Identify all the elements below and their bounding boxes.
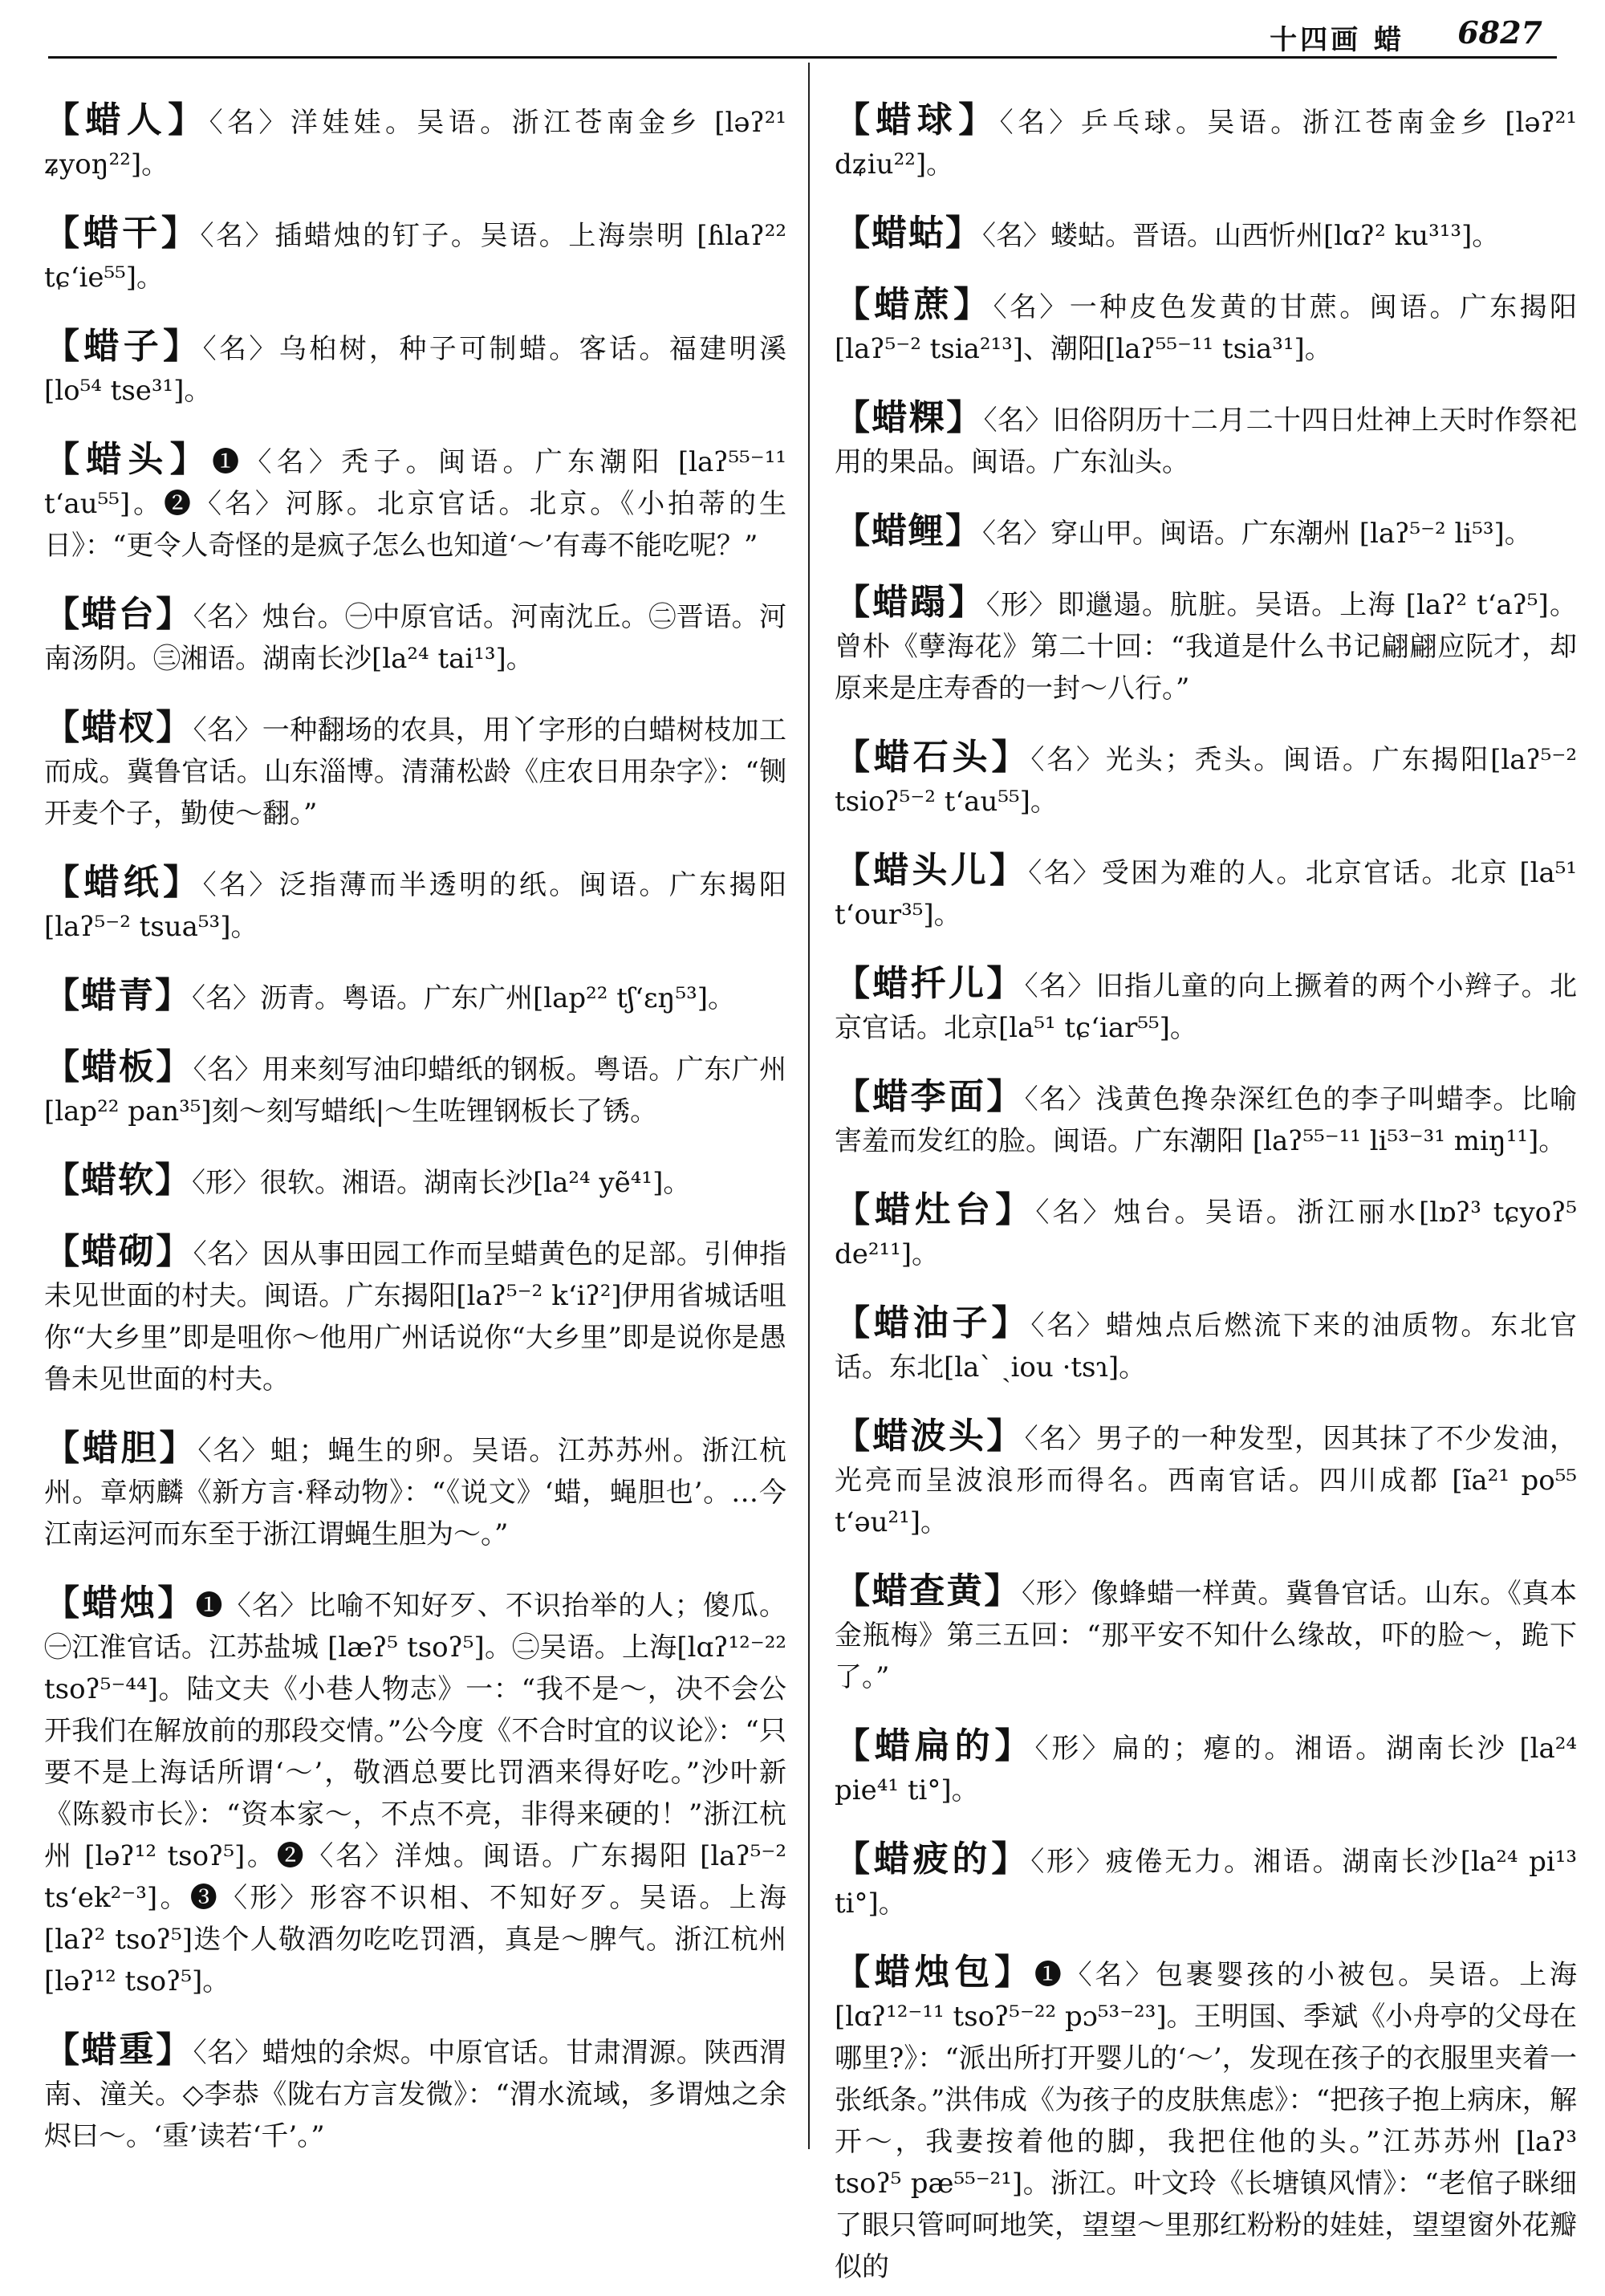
entry-headword: 【蜡头】	[44, 439, 213, 480]
entry-definition: 〈名〉泛指薄而半透明的纸。闽语。广东揭阳 [laʔ⁵⁻² tsua⁵³]。	[44, 869, 787, 943]
dictionary-entry	[44, 1231, 786, 1400]
dictionary-entry	[44, 594, 786, 680]
dictionary-entry	[835, 963, 1577, 1049]
entry-definition: 〈形〉即邋遢。肮脏。吴语。上海 [laʔ² tʻaʔ⁵]。曾朴《孽海花》第二十回：“我道是什么书记翩翩应阮才，却原来是庄寿香的一封～八行。”	[835, 589, 1578, 705]
section-title: 十四画 蜡	[1270, 24, 1404, 56]
entry-definition: 〈名〉乒乓球。吴语。浙江苍南金乡 [ləʔ²¹ dʑiu²²]。	[835, 107, 1577, 181]
entry-definition: 〈名〉用来刻写油印蜡纸的钢板。粤语。广东广州[lap²² pan³⁵]刻～刻写蜡纸|～生咗锂钢板长了锈。	[44, 1054, 787, 1128]
entry-definition: 〈形〉像蜂蜡一样黄。冀鲁官话。山东。《真本金瓶梅》第三五回：“那平安不知什么缘故，吓的脸～，跪下了。”	[835, 1578, 1577, 1693]
dictionary-entry	[835, 100, 1577, 185]
entry-headword: 【蜡砌】	[44, 1231, 193, 1272]
entry-headword: 【蜡烛】	[44, 1583, 196, 1623]
entry-headword: 【蜡干】	[44, 213, 201, 254]
dictionary-entry	[44, 1046, 786, 1132]
dictionary-entry	[835, 1416, 1577, 1543]
entry-headword: 【蜡杈】	[44, 707, 193, 748]
dictionary-entry	[835, 1189, 1577, 1275]
entry-headword: 【蜡油子】	[835, 1302, 1031, 1343]
entry-definition: 〈名〉沥青。粤语。广东广州[lap²² tʃʻɛŋ⁵³]。	[192, 982, 735, 1014]
page-header	[0, 0, 1605, 55]
entry-headword: 【蜡灶台】	[835, 1189, 1036, 1230]
entry-headword: 【蜡板】	[44, 1046, 193, 1087]
entry-definition: 〈名〉穿山甲。闽语。广东潮州 [laʔ⁵⁻² li⁵³]。	[982, 518, 1532, 550]
entry-definition: 〈名〉浅黄色搀杂深红色的李子叫蜡李。比喻害羞而发红的脸。闽语。广东潮阳 [laʔ⁵⁵⁻¹¹ li⁵³⁻³¹ miŋ¹¹]。	[835, 1083, 1578, 1157]
dictionary-entry	[835, 1076, 1577, 1162]
column-divider	[808, 63, 810, 2149]
dictionary-entry	[44, 439, 786, 567]
entry-headword: 【蜡子】	[44, 326, 203, 367]
entry-definition: 〈名〉男子的一种发型，因其抹了不少发油，光亮而呈波浪形而得名。西南官话。四川成都 [ĩa²¹ po⁵⁵ tʻəu²¹]。	[835, 1423, 1578, 1538]
dictionary-entry	[835, 397, 1577, 483]
entry-headword: 【蜡粿】	[835, 397, 984, 438]
entry-headword: 【蜡𡍴】	[44, 2030, 193, 2070]
dictionary-entry	[835, 1725, 1577, 1811]
dictionary-entry	[835, 582, 1577, 709]
dictionary-entry	[44, 1428, 786, 1555]
dictionary-entry	[835, 1302, 1577, 1388]
entry-headword: 【蜡软】	[44, 1160, 192, 1201]
entry-definition: 〈名〉乌桕树，种子可制蜡。客话。福建明溪 [lo⁵⁴ tse³¹]。	[44, 333, 787, 407]
entry-headword: 【蜡疲的】	[835, 1839, 1031, 1879]
entry-definition: 〈形〉扁的；瘪的。湘语。湖南长沙 [la²⁴ pie⁴¹ ti°]。	[835, 1733, 1577, 1806]
entry-headword: 【蜡鲤】	[835, 510, 982, 551]
dictionary-entry	[44, 2030, 786, 2157]
entry-headword: 【蜡青】	[44, 975, 192, 1016]
entry-definition: 〈形〉疲倦无力。湘语。湖南长沙[la²⁴ pi¹³ ti°]。	[835, 1846, 1578, 1920]
entry-definition: 〈名〉插蜡烛的钉子。吴语。上海崇明 [ɦlaʔ²² tɕʻie⁵⁵]。	[44, 220, 786, 294]
entry-definition: 〈名〉蜡烛点后燃流下来的油质物。东北官话。东北[laˋ ˎiou ·tsɿ]。	[835, 1310, 1578, 1384]
entry-headword: 【蜡人】	[44, 100, 209, 140]
dictionary-entry	[44, 100, 786, 185]
dictionary-entry	[44, 975, 786, 1019]
dictionary-entry	[44, 1160, 786, 1204]
entry-definition: 〈形〉很软。湘语。湖南长沙[la²⁴ yẽ⁴¹]。	[192, 1167, 691, 1199]
entry-definition: 〈名〉因从事田园工作而呈蜡黄色的足部。引伸指未见世面的村夫。闽语。广东揭阳[laʔ⁵⁻² kʻiʔ²]伊用省城话咀你“大乡里”即是咀你～他用广州话说你“大乡里”即是说你是愚鲁未见世面的村夫。	[44, 1238, 787, 1396]
entry-headword: 【蜡蛄】	[835, 213, 982, 254]
dictionary-entry	[835, 510, 1577, 555]
entry-headword: 【蜡纸】	[44, 862, 203, 903]
dictionary-entry	[44, 1583, 786, 2002]
dictionary-entry	[835, 850, 1577, 936]
entry-definition: 〈名〉蝼蛄。晋语。山西忻州[lɑʔ² ku³¹³]。	[982, 220, 1500, 252]
entry-definition: 〈名〉一种皮色发黄的甘蔗。闽语。广东揭阳 [laʔ⁵⁻² tsia²¹³]、潮阳[laʔ⁵⁵⁻¹¹ tsia³¹]。	[835, 291, 1578, 365]
dictionary-entry	[835, 213, 1577, 257]
entry-definition: ❶〈名〉包裹婴孩的小被包。吴语。上海 [lɑʔ¹²⁻¹¹ tsoʔ⁵⁻²² pɔ⁵³⁻²³]。王明国、季斌《小舟亭的父母在哪里?》：“派出所打开婴儿的‘～’，发现在孩子的衣服里夹着一张纸条。”洪伟成《为孩子的皮肤焦虑》：“把孩子抱上病床，解开～，我妻按着他的脚，我把住他的头。”江苏苏州 [laʔ³ tsoʔ⁵ pæ⁵⁵⁻²¹]。浙江。叶文玲《长塘镇风情》：“老倌子眯细了眼只管呵呵地笑，望望～里那红粉粉的娃娃，望望窗外花瓣似的	[835, 1959, 1578, 2283]
entry-definition: ❶〈名〉比喻不知好歹、不识抬举的人；傻瓜。㊀江淮官话。江苏盐城 [læʔ⁵ tsoʔ⁵]。㊁吴语。上海[lɑʔ¹²⁻²² tsoʔ⁵⁻⁴⁴]。陆文夫《小巷人物志》一：“我不是～，决不会公开我们在解放前的那段交情。”公今度《不合时宜的议论》：“只要不是上海话所谓‘～’，敬酒总要比罚酒来得好吃。”沙叶新《陈毅市长》：“资本家～，不点不亮，非得来硬的！”浙江杭州 [ləʔ¹² tsoʔ⁵]。❷〈名〉洋烛。闽语。广东揭阳 [laʔ⁵⁻² tsʻek²⁻³]。❸〈形〉形容不识相、不知好歹。吴语。上海[laʔ² tsoʔ⁵]迭个人敬酒勿吃吃罚酒，真是～脾气。浙江杭州 [ləʔ¹² tsoʔ⁵]。	[44, 1590, 786, 1997]
entry-headword: 【蜡石头】	[835, 737, 1031, 778]
entry-definition: 〈名〉一种翻场的农具，用丫字形的白蜡树枝加工而成。冀鲁官话。山东淄博。清蒲松龄《庄农日用杂字》：“铡开麦个子，勤使～翻。”	[44, 714, 787, 830]
entry-headword: 【蜡台】	[44, 594, 193, 635]
dictionary-entry	[835, 737, 1577, 823]
entry-definition: 〈名〉受困为难的人。北京官话。北京 [la⁵¹ tʻour³⁵]。	[835, 857, 1577, 931]
entry-headword: 【蜡扦儿】	[835, 963, 1025, 1004]
entry-headword: 【蜡查黄】	[835, 1571, 1022, 1611]
entry-headword: 【蜡蔗】	[835, 284, 993, 325]
entry-definition: 〈名〉旧俗阴历十二月二十四日灶神上天时作祭祀用的果品。闽语。广东汕头。	[835, 404, 1578, 478]
entry-headword: 【蜡球】	[835, 100, 1000, 140]
dictionary-entry	[835, 284, 1577, 370]
entry-definition: 〈名〉烛台。吴语。浙江丽水[lɒʔ³ tɕyoʔ⁵ de²¹¹]。	[835, 1197, 1577, 1270]
entry-headword: 【蜡扁的】	[835, 1725, 1035, 1766]
entry-headword: 【蜡烛包】	[835, 1952, 1034, 1993]
entry-headword: 【蜡波头】	[835, 1416, 1025, 1457]
entry-definition: 〈名〉光头；秃头。闽语。广东揭阳[laʔ⁵⁻² tsioʔ⁵⁻² tʻau⁵⁵]。	[835, 744, 1578, 818]
entry-definition: 〈名〉蜡烛的余烬。中原官话。甘肃渭源。陕西渭南、潼关。◇李恭《陇右方言发微》：“渭水流域，多谓烛之余烬曰～。‘𡍴’读若‘千’。”	[44, 2037, 787, 2152]
page-number: 6827	[1457, 14, 1542, 51]
entry-headword: 【蜡头儿】	[835, 850, 1029, 891]
dictionary-entry	[44, 213, 786, 299]
dictionary-entry	[44, 862, 786, 948]
entry-headword: 【蜡李面】	[835, 1076, 1025, 1117]
entry-definition: ❶〈名〉秃子。闽语。广东潮阳 [laʔ⁵⁵⁻¹¹ tʻau⁵⁵]。❷〈名〉河豚。北京官话。北京。《小拍蒂的生日》：“更令人奇怪的是疯子怎么也知道‘～’有毒不能吃呢？”	[44, 446, 786, 562]
dictionary-entry	[835, 1839, 1577, 1924]
entry-headword: 【蜡胆】	[44, 1428, 198, 1469]
dictionary-entry	[44, 707, 786, 835]
left-column	[44, 72, 786, 2165]
header-rule	[48, 56, 1557, 59]
dictionary-entry	[44, 326, 786, 412]
entry-definition: 〈名〉烛台。㊀中原官话。河南沈丘。㊁晋语。河南汤阴。㊂湘语。湖南长沙[la²⁴ tai¹³]。	[44, 601, 787, 675]
entry-definition: 〈名〉洋娃娃。吴语。浙江苍南金乡 [ləʔ²¹ ʑyoŋ²²]。	[44, 107, 786, 181]
dictionary-entry	[835, 1952, 1577, 2288]
entry-headword: 【蜡蹋】	[835, 582, 986, 623]
entry-definition: 〈名〉旧指儿童的向上撅着的两个小辫子。北京官话。北京[la⁵¹ tɕʻiar⁵⁵]。	[835, 970, 1578, 1044]
dictionary-entry	[835, 1571, 1577, 1698]
right-column	[835, 72, 1577, 2296]
entry-definition: 〈名〉蛆；蝇生的卵。吴语。江苏苏州。浙江杭州。章炳麟《新方言·释动物》：“《说文》‘蜡，蝇胆也’。…今江南运河而东至于浙江谓蝇生胆为～。”	[44, 1435, 787, 1550]
